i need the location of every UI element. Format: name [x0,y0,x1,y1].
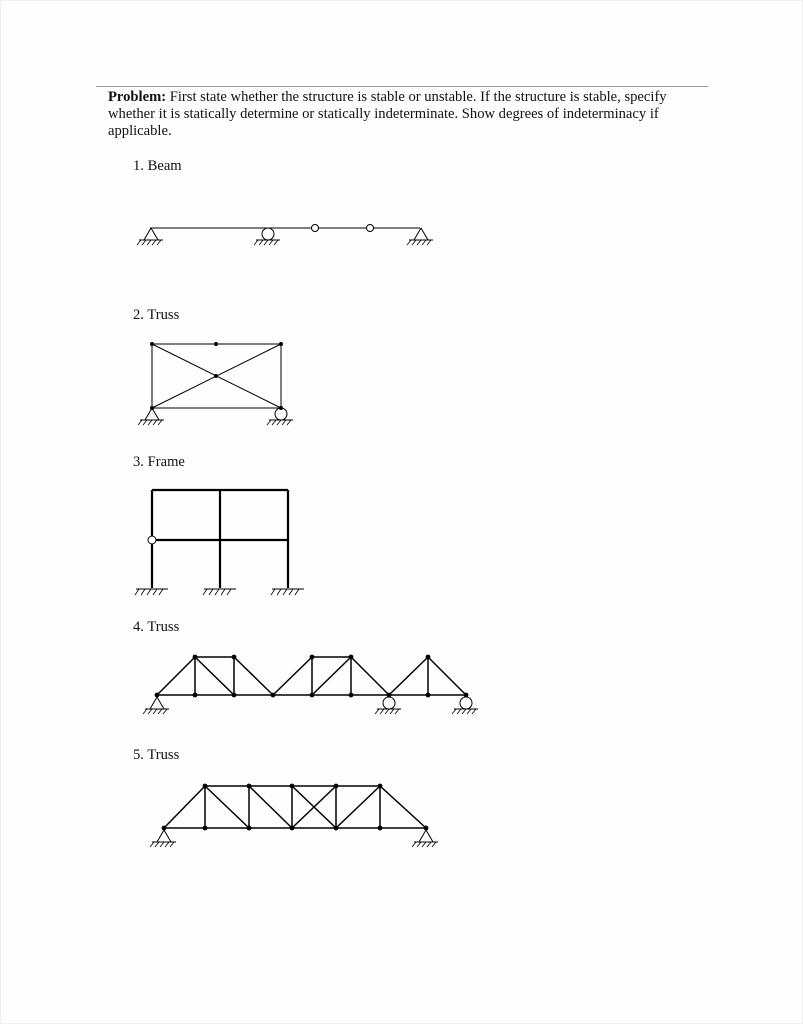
truss-joint [150,342,154,346]
frame-diagram [135,490,304,595]
truss-5-diagram [150,784,438,847]
truss-2-diagram [138,342,293,425]
pin-support [143,697,169,714]
beam-diagram [137,225,433,246]
roller-support [375,697,401,714]
beam-hinge [367,225,374,232]
roller-support [267,408,293,425]
frame-hinge [148,536,156,544]
truss-4-diagram [143,655,478,714]
item-3-label: 3. Frame [133,454,185,470]
item-4-label: 4. Truss [133,619,180,635]
truss-joint [214,374,218,378]
truss-joint [279,342,283,346]
fixed-support [271,589,304,595]
fixed-support [135,589,168,595]
pin-support [407,228,433,245]
pin-support [138,408,164,425]
pin-support [137,228,163,245]
pin-support [412,830,438,847]
beam-hinge [312,225,319,232]
pin-support [150,830,176,847]
fixed-support [203,589,236,595]
problem-text: First state whether the structure is stable or unstable. If the structure is stable, specify whether it is statically determine or statically indeterminate. Show degrees of indeterminacy if applicable. [108,89,667,139]
truss-joints [162,784,429,831]
item-2-label: 2. Truss [133,307,180,323]
roller-support [254,228,280,245]
item-1-label: 1. Beam [133,158,182,174]
item-5-label: 5. Truss [133,747,180,763]
truss-joint [214,342,218,346]
problem-lead: Problem: [108,89,167,105]
roller-support [452,697,478,714]
